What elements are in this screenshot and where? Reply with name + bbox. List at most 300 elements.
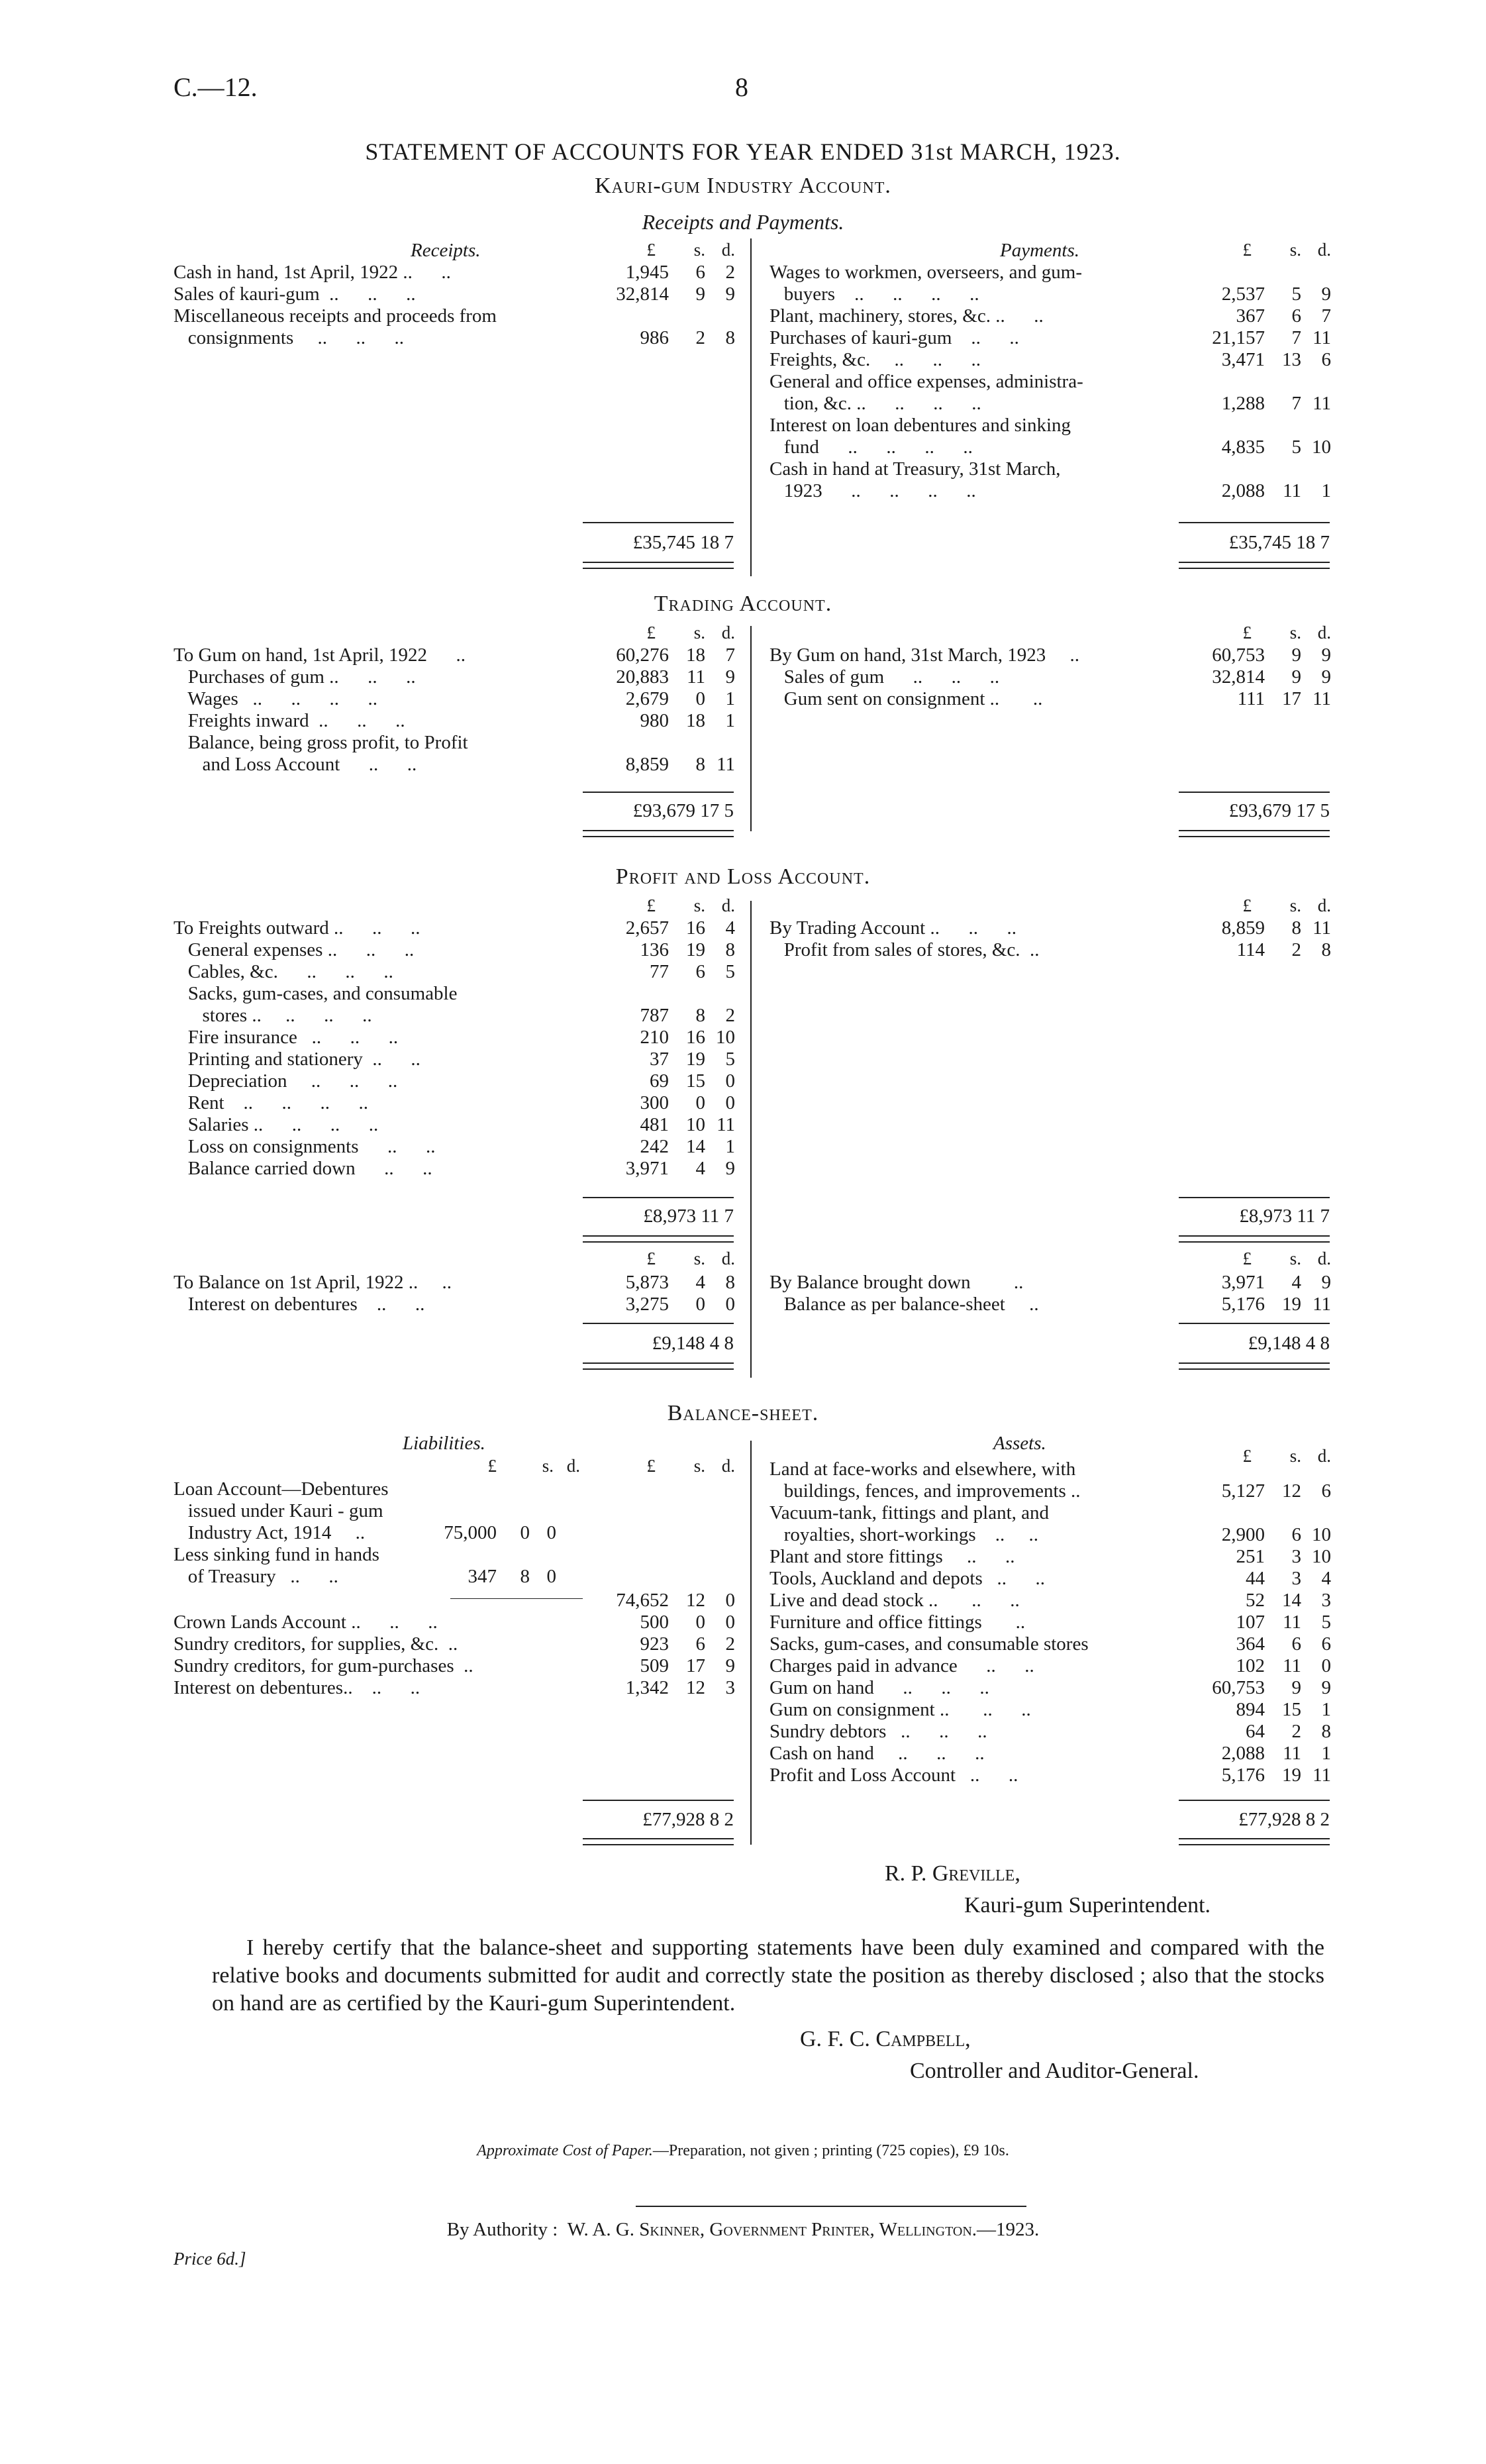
amount-pounds: 60,753 bbox=[1212, 1677, 1265, 1698]
ledger-line: Sundry creditors, for supplies, &c. .. bbox=[173, 1633, 458, 1655]
ledger-line: Balance as per balance-sheet .. bbox=[769, 1294, 1039, 1315]
head-pound: £ bbox=[646, 240, 656, 260]
amount-pence: 2 bbox=[725, 1005, 735, 1026]
receipts-heading: Receipts. bbox=[411, 240, 481, 261]
price-note: Price 6d.] bbox=[173, 2249, 246, 2269]
ledger-line: By Trading Account .. .. .. bbox=[769, 917, 1016, 939]
ledger-line: and Loss Account .. .. bbox=[173, 754, 417, 775]
amount-shillings: 4 bbox=[1291, 1272, 1301, 1293]
double-rule bbox=[583, 1838, 734, 1845]
head-pence: d. bbox=[1317, 896, 1331, 915]
total-rule bbox=[1179, 522, 1330, 523]
amount-pence: 8 bbox=[725, 327, 735, 348]
amount-pence: 10 bbox=[1312, 436, 1331, 458]
column-divider bbox=[750, 1441, 752, 1845]
payments-heading: Payments. bbox=[1000, 240, 1079, 261]
paper-cost-note bbox=[0, 2142, 1486, 2160]
amount-pounds: 32,814 bbox=[1212, 666, 1265, 688]
amount-pounds: 3,275 bbox=[625, 1294, 669, 1315]
amount-pence: 11 bbox=[1313, 917, 1331, 939]
amount-pounds: 102 bbox=[1236, 1655, 1265, 1676]
amount-shillings: 6 bbox=[695, 262, 705, 283]
amount-pounds: 8,859 bbox=[1221, 917, 1265, 939]
amount-pounds: 3,971 bbox=[625, 1158, 669, 1179]
loan-line-1: Loan Account—Debentures bbox=[173, 1478, 389, 1500]
amount-pence: 1 bbox=[725, 710, 735, 731]
head-pound: £ bbox=[1242, 623, 1252, 642]
ledger-line: Balance carried down .. .. bbox=[173, 1158, 432, 1179]
loan-line-4: Less sinking fund in hands bbox=[173, 1544, 379, 1565]
amount-pence: 9 bbox=[1321, 283, 1331, 305]
amount-pence: 1 bbox=[725, 688, 735, 709]
amount-shillings: 11 bbox=[1283, 1743, 1301, 1764]
paper-cost-label: Approximate Cost of Paper. bbox=[477, 2142, 653, 2159]
amount-pounds: 52 bbox=[1246, 1590, 1265, 1611]
trading-total-right: £93,679 17 5 bbox=[1228, 800, 1330, 821]
amount-shillings: 2 bbox=[1291, 939, 1301, 960]
amount-pounds: 5,176 bbox=[1221, 1294, 1265, 1315]
head-shillings: s. bbox=[1289, 1249, 1301, 1268]
ledger-line: Charges paid in advance .. .. bbox=[769, 1655, 1034, 1676]
amount-shillings: 3 bbox=[1291, 1568, 1301, 1589]
amount-pounds: 32,814 bbox=[616, 283, 669, 305]
statement-title: STATEMENT OF ACCOUNTS FOR YEAR ENDED 31st MARCH, 1923. bbox=[365, 138, 1121, 165]
amount-pence: 11 bbox=[1313, 1765, 1331, 1786]
amount-shillings: 6 bbox=[1291, 1524, 1301, 1545]
amount-shillings: 13 bbox=[1282, 349, 1301, 370]
amount-pence: 4 bbox=[1321, 1568, 1331, 1589]
amount-pence: 5 bbox=[725, 961, 735, 982]
amount-pounds: 2,537 bbox=[1221, 283, 1265, 305]
superintendent-title: Kauri-gum Superintendent. bbox=[964, 1893, 1211, 1918]
amount-pence: 1 bbox=[725, 1136, 735, 1157]
amount-pence: 4 bbox=[725, 917, 735, 939]
amount-pence: 10 bbox=[1312, 1546, 1331, 1567]
amount-shillings: 2 bbox=[695, 327, 705, 348]
amount-shillings: 9 bbox=[695, 283, 705, 305]
amount-pounds: 111 bbox=[1237, 688, 1265, 709]
total-rule bbox=[1179, 1197, 1330, 1198]
amount-shillings: 2 bbox=[1291, 1721, 1301, 1742]
ledger-line: Sales of gum .. .. .. bbox=[769, 666, 1000, 688]
head-shillings: s. bbox=[1289, 1446, 1301, 1466]
ledger-line: buildings, fences, and improvements .. bbox=[769, 1480, 1081, 1502]
ledger-line: To Freights outward .. .. .. bbox=[173, 917, 421, 939]
amount-pounds: 2,088 bbox=[1221, 480, 1265, 501]
sinking-fund-pence: 0 bbox=[546, 1566, 556, 1587]
ledger-line: Crown Lands Account .. .. .. bbox=[173, 1612, 438, 1633]
amount-pence: 0 bbox=[725, 1294, 735, 1315]
head-pound: £ bbox=[487, 1456, 497, 1476]
ledger-line: Purchases of kauri-gum .. .. bbox=[769, 327, 1019, 348]
head-shillings: s. bbox=[542, 1456, 554, 1476]
amount-pence: 9 bbox=[1321, 1272, 1331, 1293]
amount-pounds: 69 bbox=[650, 1070, 669, 1092]
assets-heading: Assets. bbox=[993, 1433, 1046, 1454]
amount-pounds: 509 bbox=[640, 1655, 669, 1676]
head-pence: d. bbox=[566, 1456, 580, 1476]
head-pound: £ bbox=[1242, 1446, 1252, 1466]
amount-pounds: 500 bbox=[640, 1612, 669, 1633]
head-pence: d. bbox=[721, 1249, 735, 1268]
amount-shillings: 8 bbox=[1291, 917, 1301, 939]
amount-shillings: 15 bbox=[1282, 1699, 1301, 1720]
amount-pounds: 20,883 bbox=[616, 666, 669, 688]
loan-line-3: Industry Act, 1914 .. bbox=[173, 1522, 366, 1543]
column-divider bbox=[750, 238, 752, 576]
amount-pence: 9 bbox=[1321, 644, 1331, 666]
page-number: 8 bbox=[735, 72, 748, 102]
ledger-line: Tools, Auckland and depots .. .. bbox=[769, 1568, 1046, 1589]
amount-shillings: 6 bbox=[1291, 1633, 1301, 1655]
liabilities-heading: Liabilities. bbox=[403, 1433, 485, 1454]
subtotal-rule bbox=[450, 1598, 583, 1599]
head-pence: d. bbox=[721, 896, 735, 915]
head-pence: d. bbox=[1317, 623, 1331, 642]
loan-net-shillings: 12 bbox=[686, 1590, 705, 1611]
double-rule bbox=[583, 830, 734, 837]
amount-shillings: 10 bbox=[686, 1114, 705, 1135]
auditor-name: G. F. C. Campbell, bbox=[800, 2027, 971, 2051]
amount-pounds: 3,971 bbox=[1221, 1272, 1265, 1293]
amount-pence: 7 bbox=[725, 644, 735, 666]
ledger-line: Gum on hand .. .. .. bbox=[769, 1677, 989, 1698]
total-rule bbox=[583, 522, 734, 523]
amount-pounds: 3,471 bbox=[1221, 349, 1265, 370]
amount-pounds: 986 bbox=[640, 327, 669, 348]
amount-pence: 11 bbox=[717, 754, 735, 775]
amount-shillings: 9 bbox=[1291, 644, 1301, 666]
loan-debentures-pence: 0 bbox=[546, 1522, 556, 1543]
double-rule bbox=[583, 1362, 734, 1370]
pl-total-left: £8,973 11 7 bbox=[643, 1206, 734, 1227]
amount-shillings: 7 bbox=[1291, 393, 1301, 414]
ledger-line: By Gum on hand, 31st March, 1923 .. bbox=[769, 644, 1079, 666]
amount-pounds: 60,276 bbox=[616, 644, 669, 666]
amount-pence: 9 bbox=[725, 283, 735, 305]
sinking-fund-shillings: 8 bbox=[520, 1566, 530, 1587]
amount-shillings: 3 bbox=[1291, 1546, 1301, 1567]
column-divider bbox=[750, 626, 752, 831]
amount-pence: 11 bbox=[1313, 1294, 1331, 1315]
amount-pounds: 980 bbox=[640, 710, 669, 731]
amount-shillings: 16 bbox=[686, 1027, 705, 1048]
ledger-line: Furniture and office fittings .. bbox=[769, 1612, 1026, 1633]
double-rule bbox=[1179, 562, 1330, 569]
loan-line-5: of Treasury .. .. bbox=[173, 1566, 338, 1587]
amount-shillings: 8 bbox=[695, 1005, 705, 1026]
head-shillings: s. bbox=[1289, 240, 1301, 260]
amount-pounds: 136 bbox=[640, 939, 669, 960]
rp-total-right: £35,745 18 7 bbox=[1228, 532, 1330, 553]
amount-shillings: 19 bbox=[1282, 1765, 1301, 1786]
amount-pounds: 114 bbox=[1236, 939, 1265, 960]
amount-shillings: 11 bbox=[1283, 480, 1301, 501]
amount-pence: 9 bbox=[725, 666, 735, 688]
head-shillings: s. bbox=[693, 240, 705, 260]
amount-pence: 3 bbox=[725, 1677, 735, 1698]
ledger-line: Land at face-works and elsewhere, with bbox=[769, 1459, 1076, 1480]
amount-pence: 7 bbox=[1321, 305, 1331, 327]
amount-pence: 1 bbox=[1321, 1699, 1331, 1720]
amount-shillings: 19 bbox=[686, 939, 705, 960]
amount-pence: 9 bbox=[725, 1655, 735, 1676]
ledger-line: consignments .. .. .. bbox=[173, 327, 404, 348]
authority-text: W. A. G. Skinner, Government Printer, Wellington.—1923. bbox=[567, 2219, 1040, 2240]
ledger-line: Plant, machinery, stores, &c. .. .. bbox=[769, 305, 1044, 327]
ledger-line: To Balance on 1st April, 1922 .. .. bbox=[173, 1272, 452, 1293]
amount-shillings: 11 bbox=[1283, 1655, 1301, 1676]
ledger-line: Gum sent on consignment .. .. bbox=[769, 688, 1043, 709]
printer-authority bbox=[0, 2219, 1486, 2241]
ledger-line: General expenses .. .. .. bbox=[173, 939, 415, 960]
ledger-line: Sundry creditors, for gum-purchases .. bbox=[173, 1655, 473, 1676]
amount-pence: 11 bbox=[1313, 327, 1331, 348]
amount-pounds: 5,873 bbox=[625, 1272, 669, 1293]
amount-pence: 9 bbox=[1321, 666, 1331, 688]
amount-pence: 11 bbox=[717, 1114, 735, 1135]
head-pence: d. bbox=[1317, 1446, 1331, 1466]
auditor-title: Controller and Auditor-General. bbox=[910, 2059, 1199, 2083]
document-reference: C.—12. bbox=[173, 72, 258, 102]
amount-shillings: 4 bbox=[695, 1158, 705, 1179]
loan-line-2: issued under Kauri - gum bbox=[173, 1500, 383, 1521]
amount-shillings: 6 bbox=[695, 1633, 705, 1655]
amount-pounds: 4,835 bbox=[1221, 436, 1265, 458]
ledger-line: Profit and Loss Account .. .. bbox=[769, 1765, 1018, 1786]
total-rule bbox=[1179, 1323, 1330, 1324]
superintendent-name: R. P. Greville, bbox=[885, 1861, 1020, 1886]
amount-pounds: 5,127 bbox=[1221, 1480, 1265, 1502]
amount-shillings: 5 bbox=[1291, 283, 1301, 305]
ledger-line: Miscellaneous receipts and proceeds from bbox=[173, 305, 497, 327]
ledger-line: buyers .. .. .. .. bbox=[769, 283, 979, 305]
amount-shillings: 14 bbox=[686, 1136, 705, 1157]
amount-shillings: 4 bbox=[695, 1272, 705, 1293]
amount-pounds: 107 bbox=[1236, 1612, 1265, 1633]
ledger-line: Sacks, gum-cases, and consumable stores bbox=[769, 1633, 1089, 1655]
amount-pence: 0 bbox=[725, 1070, 735, 1092]
amount-pounds: 64 bbox=[1246, 1721, 1265, 1742]
amount-pounds: 787 bbox=[640, 1005, 669, 1026]
ledger-line: Cash on hand .. .. .. bbox=[769, 1743, 985, 1764]
ledger-line: Wages to workmen, overseers, and gum- bbox=[769, 262, 1083, 283]
amount-shillings: 12 bbox=[1282, 1480, 1301, 1502]
amount-pence: 11 bbox=[1313, 393, 1331, 414]
amount-shillings: 5 bbox=[1291, 436, 1301, 458]
ledger-line: Purchases of gum .. .. .. bbox=[173, 666, 416, 688]
total-rule bbox=[1179, 1800, 1330, 1801]
amount-pence: 10 bbox=[1312, 1524, 1331, 1545]
amount-shillings: 19 bbox=[686, 1049, 705, 1070]
amount-shillings: 17 bbox=[686, 1655, 705, 1676]
ledger-line: General and office expenses, administra- bbox=[769, 371, 1083, 392]
audit-certificate: I hereby certify that the balance-sheet and supporting statements have been duly examined and compared with the relative books and documents submitted for audit and correctly state the position as thereby disclosed ; also that the stocks on hand are as certified by the Kauri-gum Superintendent. bbox=[212, 1935, 1324, 2016]
amount-pence: 5 bbox=[1321, 1612, 1331, 1633]
loan-debentures-shillings: 0 bbox=[520, 1522, 530, 1543]
amount-shillings: 7 bbox=[1291, 327, 1301, 348]
amount-shillings: 8 bbox=[695, 754, 705, 775]
ledger-line: Depreciation .. .. .. bbox=[173, 1070, 398, 1092]
amount-pounds: 2,679 bbox=[625, 688, 669, 709]
rp-total-left: £35,745 18 7 bbox=[632, 532, 734, 553]
amount-pounds: 367 bbox=[1236, 305, 1265, 327]
amount-shillings: 18 bbox=[686, 710, 705, 731]
amount-pence: 3 bbox=[1321, 1590, 1331, 1611]
amount-pence: 8 bbox=[725, 1272, 735, 1293]
ledger-line: Live and dead stock .. .. .. bbox=[769, 1590, 1020, 1611]
amount-pounds: 2,088 bbox=[1221, 1743, 1265, 1764]
profit-loss-title: Profit and Loss Account. bbox=[615, 864, 871, 889]
amount-shillings: 12 bbox=[686, 1677, 705, 1698]
amount-pounds: 210 bbox=[640, 1027, 669, 1048]
amount-pounds: 251 bbox=[1236, 1546, 1265, 1567]
amount-shillings: 15 bbox=[686, 1070, 705, 1092]
head-shillings: s. bbox=[693, 896, 705, 915]
amount-pence: 9 bbox=[1321, 1677, 1331, 1698]
trading-title: Trading Account. bbox=[654, 591, 832, 616]
head-pound: £ bbox=[1242, 896, 1252, 915]
head-pound: £ bbox=[646, 1249, 656, 1268]
amount-shillings: 19 bbox=[1282, 1294, 1301, 1315]
ledger-line: Freights inward .. .. .. bbox=[173, 710, 405, 731]
loan-net-pence: 0 bbox=[725, 1590, 735, 1611]
head-pound: £ bbox=[1242, 1249, 1252, 1268]
ledger-line: Wages .. .. .. .. bbox=[173, 688, 378, 709]
head-pound: £ bbox=[1242, 240, 1252, 260]
double-rule bbox=[1179, 1362, 1330, 1370]
total-rule bbox=[583, 1800, 734, 1801]
loan-debentures-pounds: 75,000 bbox=[444, 1522, 497, 1543]
amount-pounds: 44 bbox=[1246, 1568, 1265, 1589]
double-rule bbox=[1179, 1838, 1330, 1845]
amount-pence: 8 bbox=[725, 939, 735, 960]
ledger-line: Fire insurance .. .. .. bbox=[173, 1027, 399, 1048]
amount-pounds: 242 bbox=[640, 1136, 669, 1157]
ledger-line: stores .. .. .. .. bbox=[173, 1005, 372, 1026]
amount-shillings: 11 bbox=[1283, 1612, 1301, 1633]
ledger-line: Loss on consignments .. .. bbox=[173, 1136, 436, 1157]
ledger-line: Cash in hand at Treasury, 31st March, bbox=[769, 458, 1061, 480]
ledger-line: Balance, being gross profit, to Profit bbox=[173, 732, 468, 753]
amount-pounds: 21,157 bbox=[1212, 327, 1265, 348]
amount-shillings: 9 bbox=[1291, 1677, 1301, 1698]
paper-cost-text: —Preparation, not given ; printing (725 copies), £9 10s. bbox=[652, 2142, 1009, 2159]
amount-pounds: 2,900 bbox=[1221, 1524, 1265, 1545]
amount-pence: 9 bbox=[725, 1158, 735, 1179]
amount-pence: 8 bbox=[1321, 939, 1331, 960]
head-pence: d. bbox=[1317, 240, 1331, 260]
ledger-line: Profit from sales of stores, &c. .. bbox=[769, 939, 1040, 960]
ledger-line: Salaries .. .. .. .. bbox=[173, 1114, 379, 1135]
amount-pounds: 77 bbox=[650, 961, 669, 982]
amount-shillings: 0 bbox=[695, 1612, 705, 1633]
amount-shillings: 6 bbox=[695, 961, 705, 982]
double-rule bbox=[1179, 830, 1330, 837]
amount-pence: 0 bbox=[725, 1092, 735, 1113]
amount-pence: 11 bbox=[1313, 688, 1331, 709]
amount-pounds: 2,657 bbox=[625, 917, 669, 939]
head-pence: d. bbox=[721, 623, 735, 642]
amount-shillings: 14 bbox=[1282, 1590, 1301, 1611]
amount-pounds: 8,859 bbox=[625, 754, 669, 775]
head-pence: d. bbox=[721, 240, 735, 260]
amount-pence: 2 bbox=[725, 262, 735, 283]
amount-pence: 2 bbox=[725, 1633, 735, 1655]
amount-pounds: 923 bbox=[640, 1633, 669, 1655]
ledger-line: Interest on debentures.. .. .. bbox=[173, 1677, 421, 1698]
ledger-line: Interest on debentures .. .. bbox=[173, 1294, 425, 1315]
amount-pounds: 364 bbox=[1236, 1633, 1265, 1655]
ledger-line: By Balance brought down .. bbox=[769, 1272, 1024, 1293]
amount-pounds: 5,176 bbox=[1221, 1765, 1265, 1786]
ledger-line: tion, &c. .. .. .. .. bbox=[769, 393, 981, 414]
head-pound: £ bbox=[646, 896, 656, 915]
amount-shillings: 6 bbox=[1291, 305, 1301, 327]
amount-shillings: 16 bbox=[686, 917, 705, 939]
total-rule bbox=[583, 1323, 734, 1324]
head-pound: £ bbox=[646, 1456, 656, 1476]
ledger-line: To Gum on hand, 1st April, 1922 .. bbox=[173, 644, 466, 666]
amount-pence: 6 bbox=[1321, 1633, 1331, 1655]
head-shillings: s. bbox=[693, 1249, 705, 1268]
amount-pence: 6 bbox=[1321, 1480, 1331, 1502]
amount-pounds: 1,945 bbox=[625, 262, 669, 283]
amount-pounds: 300 bbox=[640, 1092, 669, 1113]
total-rule bbox=[583, 792, 734, 793]
amount-shillings: 0 bbox=[695, 1092, 705, 1113]
amount-pence: 6 bbox=[1321, 349, 1331, 370]
receipts-payments-subtitle: Receipts and Payments. bbox=[642, 210, 844, 234]
total-rule bbox=[583, 1197, 734, 1198]
amount-pounds: 1,288 bbox=[1221, 393, 1265, 414]
double-rule bbox=[1179, 1235, 1330, 1243]
head-shillings: s. bbox=[1289, 623, 1301, 642]
loan-net-pounds: 74,652 bbox=[616, 1590, 669, 1611]
ledger-line: Rent .. .. .. .. bbox=[173, 1092, 369, 1113]
bs-total-right: £77,928 8 2 bbox=[1238, 1809, 1330, 1830]
pl-total-right: £8,973 11 7 bbox=[1239, 1206, 1330, 1227]
amount-pounds: 37 bbox=[650, 1049, 669, 1070]
head-shillings: s. bbox=[693, 1456, 705, 1476]
amount-shillings: 9 bbox=[1291, 666, 1301, 688]
amount-shillings: 0 bbox=[695, 688, 705, 709]
double-rule bbox=[583, 1235, 734, 1243]
ledger-line: Cash in hand, 1st April, 1922 .. .. bbox=[173, 262, 451, 283]
balance-sheet-title: Balance-sheet. bbox=[667, 1401, 819, 1425]
ledger-line: 1923 .. .. .. .. bbox=[769, 480, 976, 501]
amount-pence: 5 bbox=[725, 1049, 735, 1070]
ledger-line: Interest on loan debentures and sinking bbox=[769, 415, 1071, 436]
authority-label: By Authority : bbox=[446, 2219, 558, 2240]
amount-shillings: 11 bbox=[687, 666, 705, 688]
amount-pence: 8 bbox=[1321, 1721, 1331, 1742]
account-title: Kauri-gum Industry Account. bbox=[595, 174, 891, 198]
ledger-line: Gum on consignment .. .. .. bbox=[769, 1699, 1031, 1720]
ledger-line: Sales of kauri-gum .. .. .. bbox=[173, 283, 416, 305]
ledger-line: Printing and stationery .. .. bbox=[173, 1049, 421, 1070]
ledger-line: Sundry debtors .. .. .. bbox=[769, 1721, 987, 1742]
column-divider bbox=[750, 901, 752, 1378]
head-pence: d. bbox=[721, 1456, 735, 1476]
footer-rule bbox=[636, 2206, 1026, 2207]
ledger-line: fund .. .. .. .. bbox=[769, 436, 973, 458]
amount-shillings: 17 bbox=[1282, 688, 1301, 709]
amount-pence: 0 bbox=[725, 1612, 735, 1633]
head-pence: d. bbox=[1317, 1249, 1331, 1268]
amount-pence: 1 bbox=[1321, 1743, 1331, 1764]
head-shillings: s. bbox=[1289, 896, 1301, 915]
